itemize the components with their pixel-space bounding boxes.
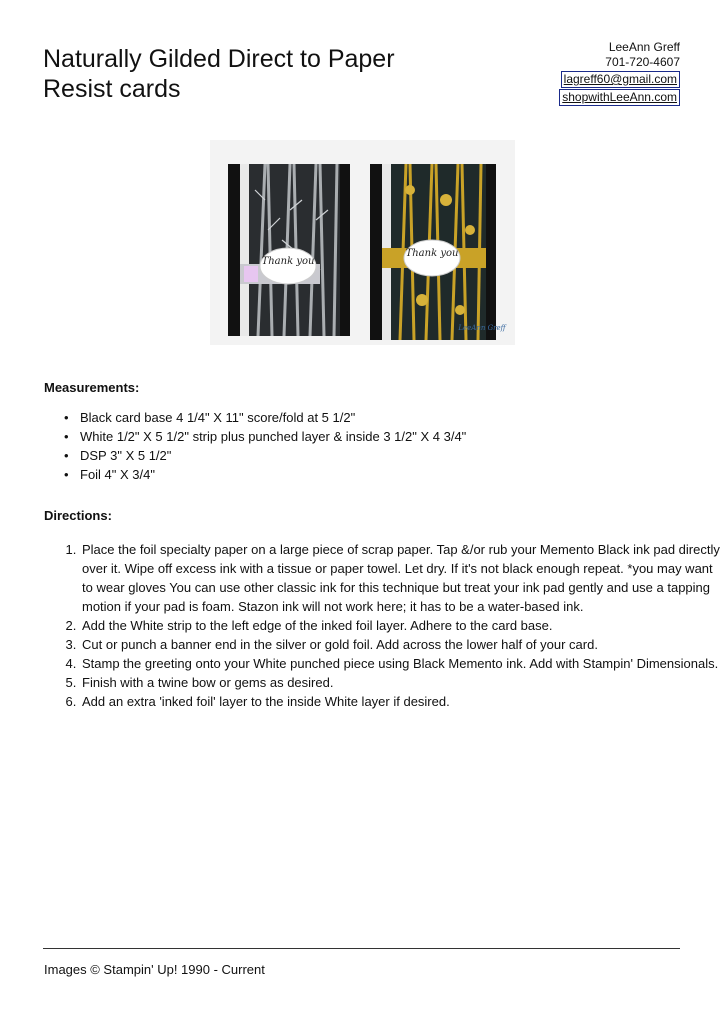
silver-card bbox=[228, 164, 350, 336]
email-link[interactable]: lagreff60@gmail.com bbox=[561, 71, 680, 88]
cards-photo bbox=[210, 140, 515, 345]
website-link[interactable]: shopwithLeeAnn.com bbox=[559, 89, 680, 106]
measurements-list bbox=[44, 408, 466, 484]
list-item: 6. Add an extra 'inked foil' layer to the inside White layer if desired. bbox=[80, 692, 720, 711]
measurements-heading: Measurements: bbox=[44, 380, 140, 395]
list-item: 3. Cut or punch a banner end in the silver or gold foil. Add across the lower half of your card. bbox=[80, 635, 720, 654]
list-item: 2. Add the White strip to the left edge of the inked foil layer. Adhere to the card base. bbox=[80, 616, 720, 635]
directions-heading: Directions: bbox=[44, 508, 112, 523]
contact-name: LeeAnn Greff bbox=[608, 40, 680, 54]
contact-phone: 701-720-4607 bbox=[605, 55, 680, 69]
list-item: • White 1/2" X 5 1/2" strip plus punched layer & inside 3 1/2" X 4 3/4" bbox=[80, 427, 466, 446]
right-card-greeting: Thank you bbox=[405, 248, 459, 259]
footer-divider bbox=[43, 948, 680, 949]
left-card-greeting: Thank you bbox=[261, 256, 315, 267]
list-item: • Foil 4" X 3/4" bbox=[80, 465, 466, 484]
photo-watermark: LeeAnn Greff bbox=[458, 324, 506, 332]
list-item: 5. Finish with a twine bow or gems as desired. bbox=[80, 673, 720, 692]
list-item: • DSP 3" X 5 1/2" bbox=[80, 446, 466, 465]
contact-block bbox=[559, 40, 680, 106]
list-item: 4. Stamp the greeting onto your White punched piece using Black Memento ink. Add with Stampin' Dimensionals. bbox=[80, 654, 720, 673]
directions-list bbox=[44, 540, 720, 711]
list-item: • Black card base 4 1/4" X 11" score/fold at 5 1/2" bbox=[80, 408, 466, 427]
list-item: 1. Place the foil specialty paper on a large piece of scrap paper. Tap &/or rub your Memento Black ink pad directly over it. Wipe off excess ink with a tissue or paper towel. Let dry. If it's not black enough repeat. *you may want to wear gloves You can use other classic ink for this technique but treat your ink pad gently and use a tapping motion if your pad is foam. Stazon ink will not work here; it has to be a water-based ink. bbox=[80, 540, 720, 616]
footer-copyright: Images © Stampin' Up! 1990 - Current bbox=[44, 962, 265, 977]
page-title: Naturally Gilded Direct to Paper Resist cards bbox=[43, 45, 395, 103]
